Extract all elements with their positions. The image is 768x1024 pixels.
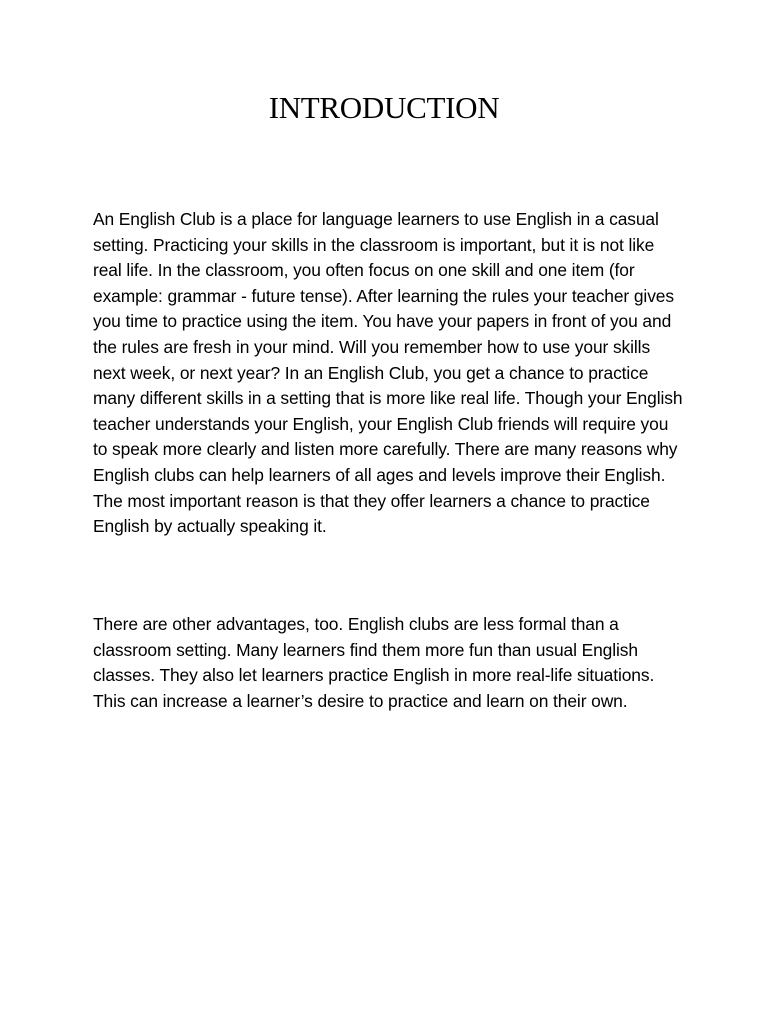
- page-title: INTRODUCTION: [268, 90, 500, 125]
- intro-paragraph-1: An English Club is a place for language learners to use English in a casual setting. Practicing your skills in the classroom is important, but it is not like real life. In the classroom, you often focus on one skill and one item (for example: grammar - future tense). After learning the rules your teacher gives you time to practice using the item. You have your papers in front of you and the rules are fresh in your mind. Will you remember how to use your skills next week, or next year? In an English Club, you get a chance to practice many different skills in a setting that is more like real life. Though your English teacher understands your English, your English Club friends will require you to speak more clearly and listen more carefully. There are many reasons why English clubs can help learners of all ages and levels improve their English. The most important reason is that they offer learners a chance to practice English by actually speaking it.: [93, 209, 683, 537]
- intro-paragraph-2: There are other advantages, too. English clubs are less formal than a classroom setting. Many learners find them more fun than usual English classes. They also let learners practice English in more real-life situations. This can increase a learner’s desire to practice and learn on their own.: [93, 614, 655, 711]
